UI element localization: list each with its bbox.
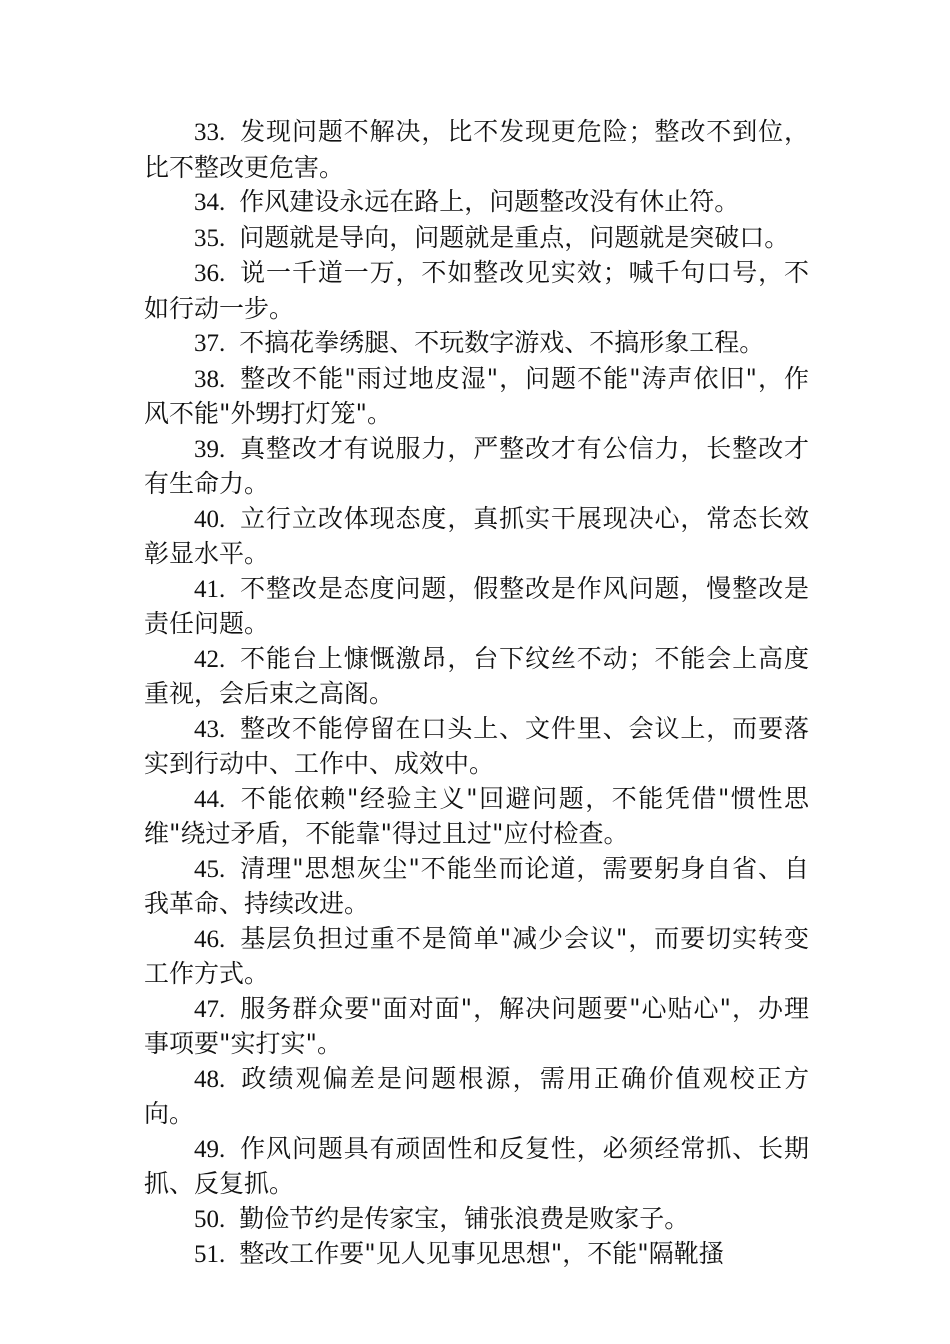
item-text: 勤俭节约是传家宝，铺张浪费是败家子。 bbox=[239, 1203, 690, 1233]
list-item bbox=[144, 852, 809, 922]
list-item bbox=[144, 1132, 809, 1202]
item-text: 真整改才有说服力，严整改才有公信力，长整改才有生命力。 bbox=[144, 433, 809, 498]
item-text: 问题就是导向，问题就是重点，问题就是突破口。 bbox=[239, 222, 790, 252]
list-item bbox=[144, 1237, 809, 1273]
item-text: 基层负担过重不是简单"减少会议"，而要切实转变工作方式。 bbox=[144, 923, 809, 988]
list-item bbox=[144, 502, 809, 572]
item-text: 整改不能"雨过地皮湿"，问题不能"涛声依旧"，作风不能"外甥打灯笼"。 bbox=[144, 363, 809, 428]
item-number: 48. bbox=[194, 1065, 226, 1093]
item-number: 40. bbox=[194, 505, 226, 533]
item-number: 42. bbox=[194, 645, 226, 673]
document-body bbox=[144, 115, 809, 1273]
item-number: 47. bbox=[194, 995, 226, 1023]
item-number: 39. bbox=[194, 435, 226, 463]
item-text: 服务群众要"面对面"，解决问题要"心贴心"，办理事项要"实打实"。 bbox=[144, 993, 809, 1058]
item-text: 说一千道一万，不如整改见实效；喊千句口号，不如行动一步。 bbox=[144, 258, 809, 323]
item-number: 50. bbox=[194, 1205, 226, 1233]
item-text: 清理"思想灰尘"不能坐而论道，需要躬身自省、自我革命、持续改进。 bbox=[144, 853, 809, 918]
item-number: 37. bbox=[194, 330, 226, 357]
item-text: 政绩观偏差是问题根源，需用正确价值观校正方向。 bbox=[144, 1063, 809, 1128]
item-number: 38. bbox=[194, 365, 226, 393]
list-item bbox=[144, 185, 809, 221]
item-number: 43. bbox=[194, 715, 226, 743]
item-number: 36. bbox=[194, 260, 226, 287]
item-text: 作风建设永远在路上，问题整改没有休止符。 bbox=[239, 187, 740, 216]
item-number: 51. bbox=[194, 1241, 226, 1268]
list-item bbox=[144, 642, 809, 712]
item-text: 不整改是态度问题，假整改是作风问题，慢整改是责任问题。 bbox=[144, 573, 809, 638]
list-item bbox=[144, 712, 809, 782]
item-text: 整改工作要"见人见事见思想"，不能"隔靴搔 bbox=[239, 1239, 724, 1268]
item-text: 整改不能停留在口头上、文件里、会议上，而要落实到行动中、工作中、成效中。 bbox=[144, 713, 809, 778]
list-item bbox=[144, 326, 809, 362]
item-text: 作风问题具有顽固性和反复性，必须经常抓、长期抓、反复抓。 bbox=[144, 1133, 809, 1198]
list-item bbox=[144, 362, 809, 432]
list-item bbox=[144, 1202, 809, 1238]
list-item bbox=[144, 782, 809, 852]
item-text: 发现问题不解决，比不发现更危险；整改不到位，比不整改更危害。 bbox=[144, 117, 809, 182]
item-number: 46. bbox=[194, 925, 226, 953]
list-item bbox=[144, 572, 809, 642]
item-number: 33. bbox=[194, 119, 226, 146]
item-number: 49. bbox=[194, 1135, 226, 1163]
list-item bbox=[144, 922, 809, 992]
item-number: 41. bbox=[194, 575, 226, 603]
list-item bbox=[144, 992, 809, 1062]
item-number: 34. bbox=[194, 189, 226, 216]
item-text: 不能台上慷慨激昂，台下纹丝不动；不能会上高度重视，会后束之高阁。 bbox=[144, 643, 809, 708]
item-number: 44. bbox=[194, 785, 226, 813]
list-item bbox=[144, 115, 809, 185]
item-number: 35. bbox=[194, 224, 226, 252]
list-item bbox=[144, 1062, 809, 1132]
item-text: 立行立改体现态度，真抓实干展现决心，常态长效彰显水平。 bbox=[144, 503, 809, 568]
list-item bbox=[144, 221, 809, 257]
list-item bbox=[144, 256, 809, 326]
list-item bbox=[144, 432, 809, 502]
item-text: 不搞花拳绣腿、不玩数字游戏、不搞形象工程。 bbox=[239, 328, 765, 357]
item-text: 不能依赖"经验主义"回避问题，不能凭借"惯性思维"绕过矛盾，不能靠"得过且过"应付检查。 bbox=[144, 783, 809, 848]
item-number: 45. bbox=[194, 855, 226, 883]
